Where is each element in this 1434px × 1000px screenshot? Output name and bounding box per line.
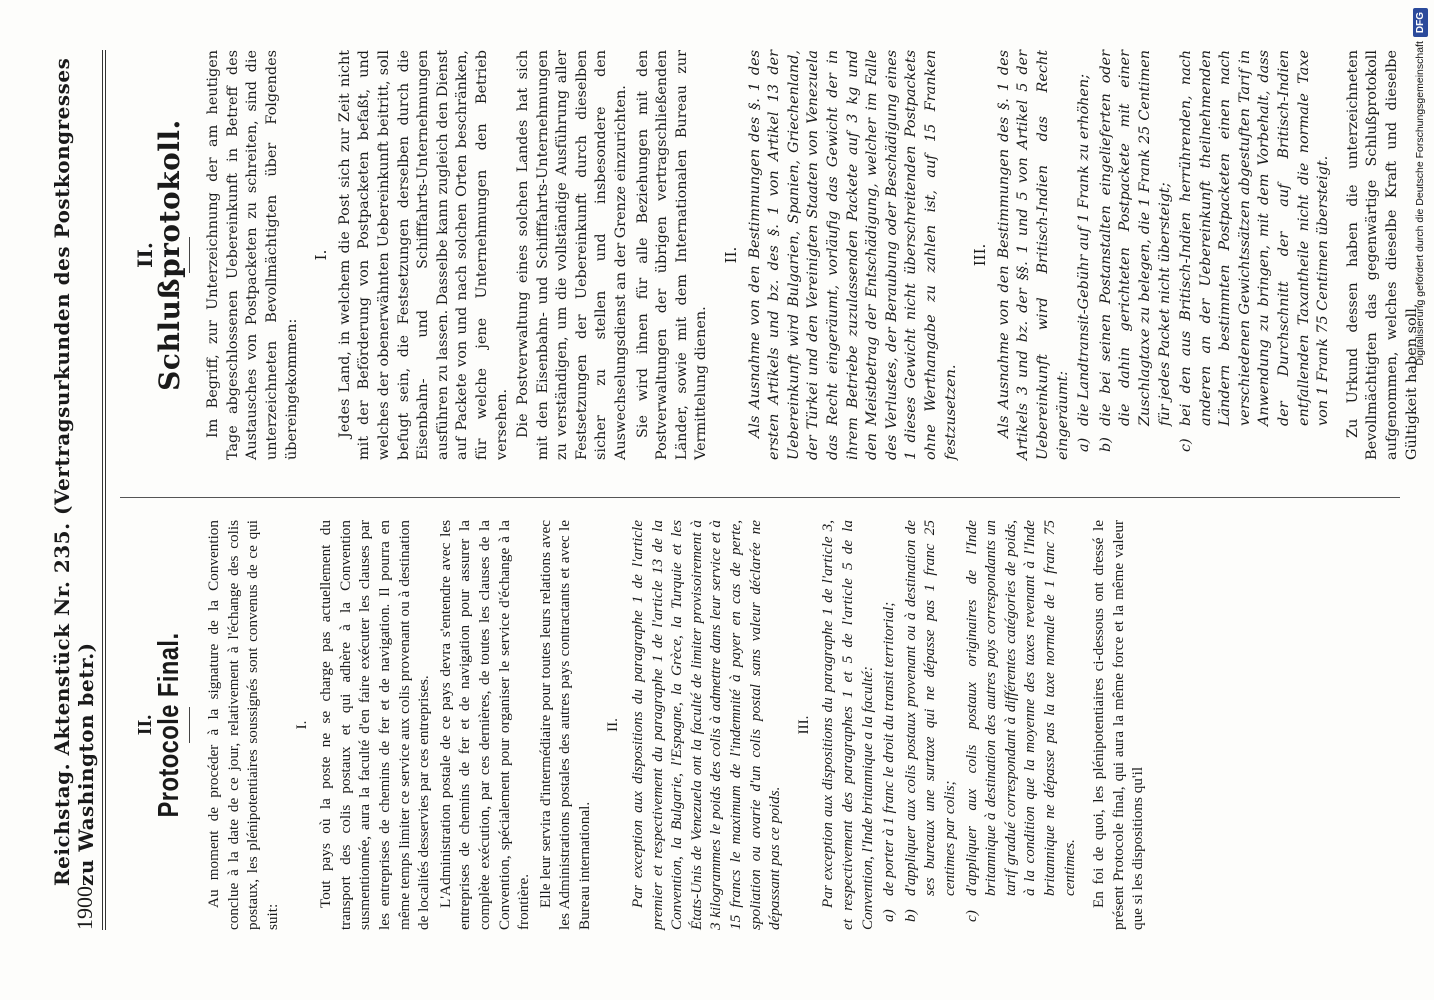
article-number: I. <box>312 249 331 261</box>
closing-paragraph: En foi de quoi, les plénipotentiaires ci-dessous ont dressé le présent Protocole final, qui aura la même force et la même valeur que si les dispositions qu'il <box>1090 520 1147 930</box>
header-rule <box>102 50 106 930</box>
list-label: b) <box>901 909 919 922</box>
article-number: I. <box>293 720 310 730</box>
article-paragraph: Tout pays où la poste ne se charge pas actuellement du transport des colis postaux et qui adhère à la Convention susmentionnée, aura la faculté d'en faire exécuter les clauses par les entreprises de chemins de fer et de navigation. Il pourra en même temps limiter ce service aux colis provenant ou à destination de localités desservies par ces entreprises. <box>317 520 433 930</box>
article-number: III. <box>971 243 990 267</box>
intro-paragraph: Im Begriff, zur Unterzeichnung der am heutigen Tage abgeschlossenen Uebereinkunft in Betreff des Austausches von Postpacketen zu schreiten, sind die unterzeichneten Bevollmächtigten über Folgendes übereingekommen: <box>205 50 300 460</box>
section-title: Schlußprotokoll. <box>152 119 186 391</box>
page-header <box>50 50 98 930</box>
list-item <box>1177 50 1334 460</box>
title-rule <box>189 707 190 743</box>
intro-paragraph: Au moment de procéder à la signature de la Convention conclue à la date de ce jour, relativement à l'échange des colis postaux, les plénipotentiaires soussignés sont convenus de ce qui suit: <box>205 520 281 930</box>
section-number: II. <box>134 714 156 736</box>
list-text: bei den aus Britisch-Indien herrührenden, nach anderen an der Uebereinkunft theilnehmenden Ländern bestimmten Postpacketen einen nach verschiedenen Gewichtssätzen abgestuften Tarif in Anwendung zu bringen, mit dem Vorbehalt, dass der Durchschnitt der auf Britisch-Indien entfallenden Taxantheile nicht die normale Taxe von 1 Frank 75 Centimen übersteigt. <box>1178 50 1332 426</box>
article-list <box>879 520 1079 930</box>
list-item <box>962 520 1080 930</box>
article-paragraph: Jedes Land, in welchem die Post sich zur Zeit nicht mit der Beförderung von Postpacketen befaßt, und welches der obenerwähnten Uebereinkunft beitritt, soll befugt sein, die Festsetzungen derselben durch die Eisenbahn- und Schifffahrts-Unternehmungen ausführen zu lassen. Dasselbe kann zugleich den Dienst auf Packete von und nach solchen Orten beschränken, für welche jene Unternehmungen den Betrieb versehen. <box>336 50 510 460</box>
closing-paragraph: Zu Urkund dessen haben die unterzeichneten Bevollmächtigten das gegenwärtige Schlußprotokoll aufgenommen, welches dieselbe Kraft und dieselbe Gültigkeit haben soll, <box>1344 50 1420 460</box>
french-column <box>130 520 1400 930</box>
header-title: Reichstag. Aktenstück Nr. 235. (Vertragsurkunden des Postkongresses zu Washington betr.) <box>50 57 98 886</box>
article-paragraph: Die Postverwaltung eines solchen Landes hat sich mit den Eisenbahn- und Schifffahrts-Unternehmungen zu verständigen, um die vollständige Ausführung aller Festsetzungen der Uebereinkunft durch dieselben sicher zu stellen und insbesondere den Auswechselungsdienst an der Grenze einzurichten. <box>515 50 630 460</box>
list-text: d'appliquer aux colis postaux provenant ou à destination de ses bureaux une surtaxe qui ne dépasse pas 1 franc 25 centimes par colis; <box>901 520 958 896</box>
header-year: 1900 <box>72 886 97 930</box>
article-list <box>1075 50 1334 460</box>
german-column <box>130 50 1420 460</box>
section-number: II. <box>133 242 157 268</box>
list-label: a) <box>1076 437 1093 452</box>
article-paragraph: Sie wird ihnen für alle Beziehungen mit den Postverwaltungen der übrigen vertragschließenden Länder, sowie mit dem Internationalen Bureau zur Vermittelung dienen. <box>634 50 710 460</box>
article-number: II. <box>722 246 741 264</box>
list-item <box>1097 50 1175 460</box>
article-paragraph: L'Administration postale de ce pays devra s'entendre avec les entreprises de chemins de fer et de navigation pour assurer la complète exécution, par ces dernières, de toutes les clauses de la Convention, spécialement pour organiser le service d'échange à la frontière. <box>436 520 533 930</box>
list-text: die Landtransit-Gebühr auf 1 Frank zu erhöhen; <box>1076 73 1093 426</box>
watermark-text: Digitalisierung gefördert durch die Deutsche Forschungsgemeinschaft <box>1414 41 1426 366</box>
list-item <box>901 520 960 930</box>
list-label: c) <box>1178 438 1195 452</box>
title-rule <box>189 237 190 273</box>
list-item <box>1075 50 1095 460</box>
list-text: die bei seinen Postanstalten eingelieferten oder die dahin gerichteten Postpackete mit einer Zuschlagtaxe zu belegen, die 1 Frank 25 Centimen für jedes Packet nicht übersteigt; <box>1097 50 1173 426</box>
list-text: d'appliquer aux colis postaux originaires de l'Inde britannique à destination des autres pays correspondants un tarif gradué correspondant à différentes catégories de poids, à la condition que la moyenne des taxes revenant à l'Inde britannique ne dépasse pas la taxe normale de 1 franc 75 centimes. <box>962 520 1078 896</box>
article-paragraph: Par exception aux dispositions du paragraphe 1 de l'article premier et respectivement du paragraphe 1 de l'article 13 de la Convention, la Bulgarie, l'Espagne, la Grèce, la Turquie et les États-Unis de Venezuela ont la faculté de limiter provisoirement à 3 kilogrammes le poids des colis à admettre dans leur service et à 15 francs le maximum de l'indemnité à payer en cas de perte, spoliation ou avarie d'un colis postal sans valeur déclarée ne dépassant pas ce poids. <box>629 520 784 930</box>
dfg-logo: DFG <box>1413 8 1428 37</box>
list-label: b) <box>1097 437 1114 452</box>
list-text: de porter à 1 franc le droit du transit territorial; <box>880 601 898 896</box>
article-paragraph: Als Ausnahme von den Bestimmungen des §. 1 des ersten Artikels und bz. des §. 1 von Artikel 13 der Uebereinkunft wird Bulgarien, Spanien, Griechenland, der Türkei und den Vereinigten Staaten von Venezuela das Recht eingeräumt, vorläufig das Gewicht der in ihrem Betriebe zuzulassenden Packete auf 3 kg und den Meistbetrag der Entschädigung, welcher im Falle des Verlustes, der Beraubung oder Beschädigung eines 1 dieses Gewicht nicht überschreitenden Postpackets ohne Werthangabe zu zahlen ist, auf 15 Franken festzusetzen. <box>746 50 959 460</box>
article-paragraph: Als Ausnahme von den Bestimmungen des §. 1 des Artikels 3 und bz. der §§. 1 und 5 von Artikel 5 der Uebereinkunft wird Britisch-Indien das Recht eingeräumt: <box>995 50 1071 460</box>
dfg-watermark <box>1410 8 1430 388</box>
article-number: III. <box>795 715 812 735</box>
article-number: II. <box>605 718 622 732</box>
article-paragraph: Elle leur servira d'intermédiaire pour toutes leurs relations avec les Administrations postales des autres pays contractants et avec le Bureau international. <box>536 520 593 930</box>
list-item <box>879 520 899 930</box>
section-title: Protocole Final. <box>152 632 185 818</box>
list-label: a) <box>880 909 898 922</box>
list-label: c) <box>962 910 980 922</box>
article-paragraph: Par exception aux dispositions du paragraphe 1 de l'article 3, et respectivement des paragraphes 1 et 5 de l'article 5 de la Convention, l'Inde britannique a la faculté: <box>819 520 876 930</box>
column-divider <box>120 497 1400 498</box>
